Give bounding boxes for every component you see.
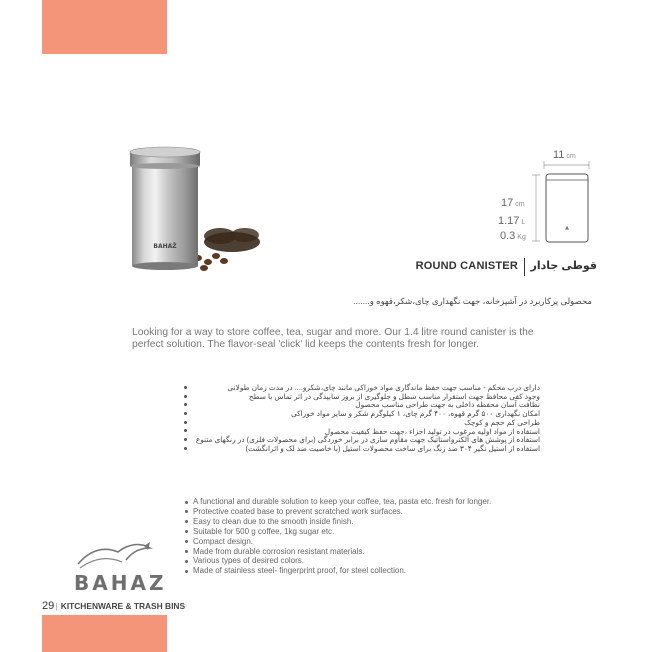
- title-divider: [524, 258, 525, 276]
- features-persian: [180, 384, 540, 454]
- volume-label: 1.17 L: [498, 215, 526, 227]
- list-item: A functional and durable solution to keep your coffee, tea, pasta etc. fresh for longer.: [185, 497, 585, 507]
- section-title-amp: &: [125, 601, 132, 611]
- list-item: استفاده از مواد اولیه مرغوب در تولید اجزاء ،جهت حفظ کیفیت محصول: [324, 426, 540, 436]
- product-photo: [120, 140, 270, 280]
- title-english: ROUND CANISTER: [415, 260, 518, 272]
- product-title: [400, 258, 600, 276]
- accent-tab-top: [42, 0, 167, 54]
- coffee-beans: [194, 253, 228, 271]
- list-item: Various types of desired colors.: [185, 556, 585, 566]
- list-item: Made from durable corrosion resistant materials.: [185, 547, 585, 557]
- section-title-part1: KITCHENWARE: [60, 601, 124, 611]
- list-item: Suitable for 500 g coffee, 1kg sugar etc.: [185, 527, 585, 537]
- list-item: وجود کفی محافظ جهت استقرار مناسب سطل و جلوگیری از بروز سابیدگی در اثر تماس با سطح: [248, 391, 540, 401]
- section-title-part2: TRASH BINS: [133, 601, 186, 611]
- list-item: استفاده از استیل نگیر ۳۰۴ ضد زنگ برای ساخت محصولات استیل (با خاصیت ضد لک و اثرانگشت): [245, 443, 540, 453]
- description-persian: محصولی پرکاربرد در آشپزخانه، جهت نگهداری چای،شکر،قهوه و.......: [353, 296, 592, 306]
- dimension-drawing: [470, 145, 600, 255]
- description-english: Looking for a way to store coffee, tea, sugar and more. Our 1.4 litre round canister is the perfect solution. The flavor-seal 'click' lid keeps the contents fresh for longer.: [132, 327, 534, 350]
- list-item: Protective coated base to prevent scratched work surfaces.: [185, 507, 585, 517]
- list-item: استفاده از پوشش های الکترواستاتیک جهت مقاوم سازی در برابر خوردگی (برای محصولات فلزی) در رنگهای متنوع: [195, 435, 540, 445]
- title-persian: قوطی جادار: [530, 260, 597, 272]
- tea-leaves: [204, 228, 260, 252]
- page-footer: 29| KITCHENWARE & TRASH BINS: [42, 600, 186, 612]
- list-item: طراحی کم حجم و کوچک: [464, 417, 540, 427]
- list-item: نظافت آسان محفظه داخلی به جهت طراحی مناسب محصول: [355, 400, 540, 410]
- accent-tab-bottom: [42, 615, 167, 652]
- list-item: امکان نگهداری ۵۰۰ گرم قهوه، ۴۰۰ گرم چای، ۱ کیلوگرم شکر و سایر مواد خوراکی: [290, 409, 540, 419]
- list-item: Easy to clean due to the smooth inside finish.: [185, 517, 585, 527]
- list-item: Made of stainless steel- fingerprint proof, for steel collection.: [185, 566, 585, 576]
- width-label: 11 cm: [553, 149, 576, 161]
- page-number: 29: [42, 600, 55, 612]
- features-english: [185, 497, 585, 576]
- height-label: 17 cm: [501, 197, 525, 209]
- weight-label: 0.3 Kg: [500, 230, 526, 242]
- svg-text:▲: ▲: [565, 225, 569, 231]
- brand-logo-text: BAHAZ: [74, 571, 167, 595]
- list-item: Compact design.: [185, 537, 585, 547]
- list-item: دارای درب محکم - مناسب جهت حفظ ماندگاری مواد خوراکی مانند چای،شکرو.... در مدت زمان طولانی: [227, 383, 540, 392]
- canister-brand-label: BAHAŽ: [153, 243, 177, 250]
